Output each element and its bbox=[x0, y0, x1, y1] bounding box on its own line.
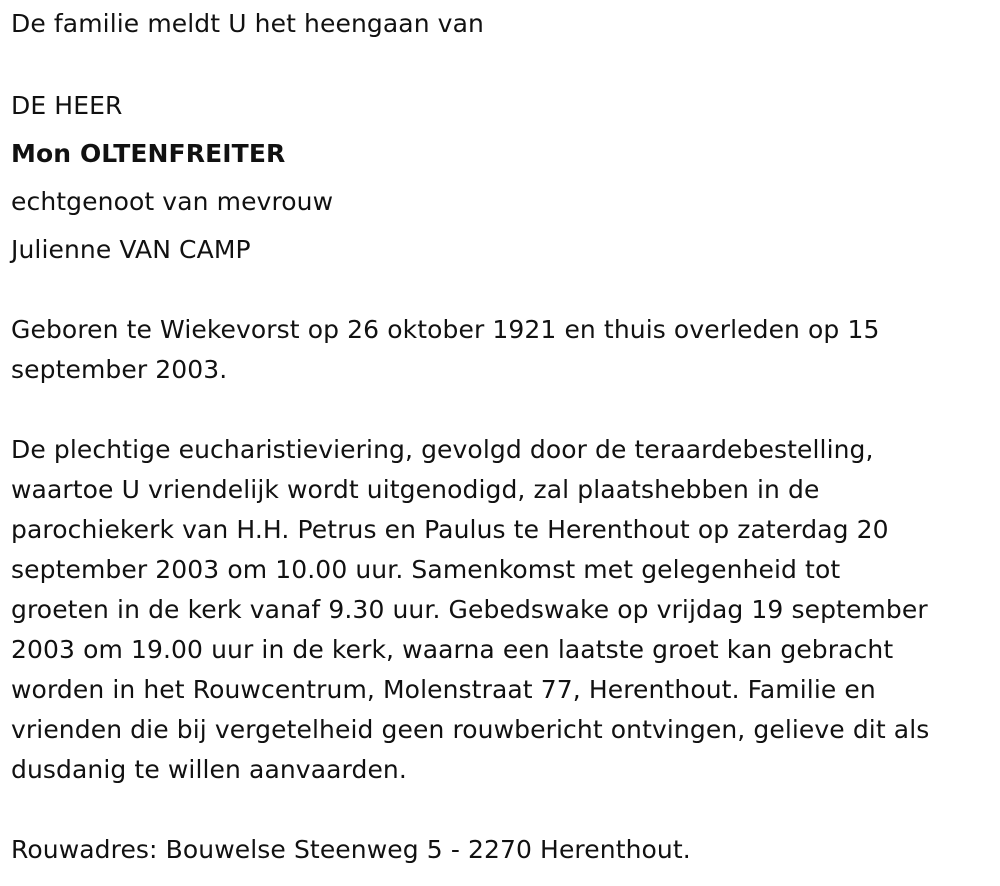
birth-death-line-2: september 2003. bbox=[11, 355, 228, 384]
funeral-address: Rouwadres: Bouwelse Steenweg 5 - 2270 Herenthout. bbox=[11, 835, 691, 864]
spouse-name: Julienne VAN CAMP bbox=[11, 235, 251, 264]
ceremony-line-1: De plechtige eucharistieviering, gevolgd door de teraardebestelling, bbox=[11, 435, 874, 464]
ceremony-line-2: waartoe U vriendelijk wordt uitgenodigd, zal plaatshebben in de bbox=[11, 475, 820, 504]
relation-text: echtgenoot van mevrouw bbox=[11, 187, 334, 216]
ceremony-line-7: worden in het Rouwcentrum, Molenstraat 77, Herenthout. Familie en bbox=[11, 675, 876, 704]
ceremony-line-5: groeten in de kerk vanaf 9.30 uur. Gebedswake op vrijdag 19 september bbox=[11, 595, 928, 624]
ceremony-line-3: parochiekerk van H.H. Petrus en Paulus te Herenthout op zaterdag 20 bbox=[11, 515, 889, 544]
birth-death-line-1: Geboren te Wiekevorst op 26 oktober 1921 en thuis overleden op 15 bbox=[11, 315, 880, 344]
ceremony-line-6: 2003 om 19.00 uur in de kerk, waarna een laatste groet kan gebracht bbox=[11, 635, 894, 664]
title-line: DE HEER bbox=[11, 91, 123, 120]
ceremony-line-9: dusdanig te willen aanvaarden. bbox=[11, 755, 407, 784]
intro-text: De familie meldt U het heengaan van bbox=[11, 9, 484, 38]
deceased-name: Mon OLTENFREITER bbox=[11, 139, 286, 168]
ceremony-line-8: vrienden die bij vergetelheid geen rouwbericht ontvingen, gelieve dit als bbox=[11, 715, 930, 744]
ceremony-line-4: september 2003 om 10.00 uur. Samenkomst met gelegenheid tot bbox=[11, 555, 841, 584]
